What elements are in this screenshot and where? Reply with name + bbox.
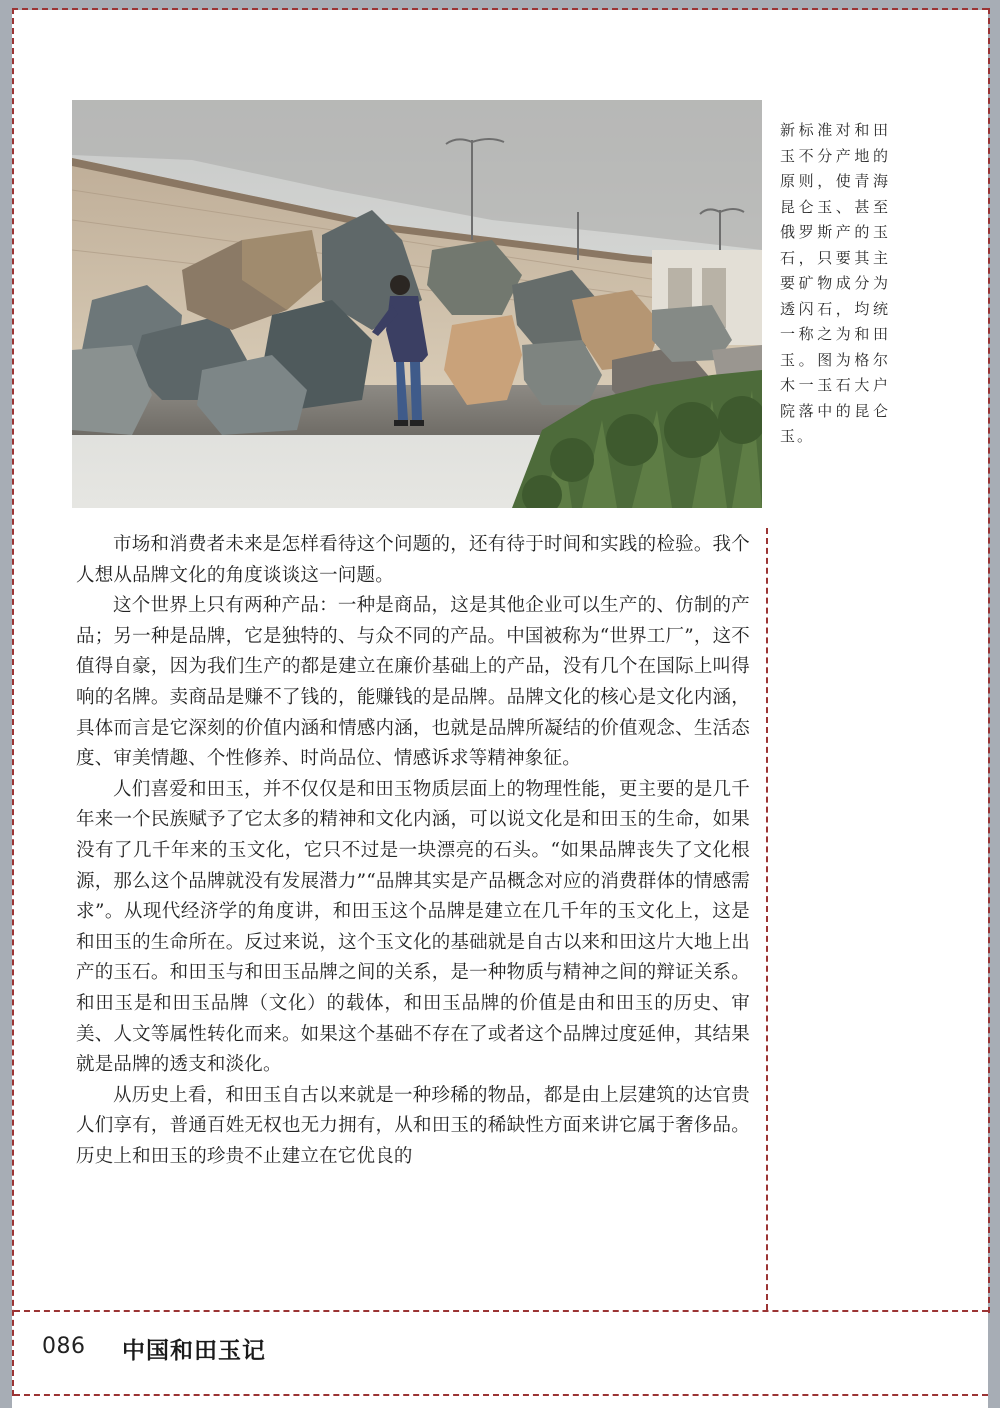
page-number: 086 — [42, 1334, 86, 1359]
page-frame-left — [0, 0, 12, 1408]
dashed-border-left — [12, 8, 14, 1396]
paragraph: 从历史上看，和田玉自古以来就是一种珍稀的物品，都是由上层建筑的达官贵人们享有，普通百姓无权也无力拥有，从和田玉的稀缺性方面来讲它属于奢侈品。历史上和田玉的珍贵不止建立在它优良的 — [76, 1084, 750, 1167]
paragraph: 市场和消费者未来是怎样看待这个问题的，还有待于时间和实践的检验。我个人想从品牌文化的角度谈谈这一问题。 — [76, 534, 750, 586]
dashed-footer-divider — [14, 1310, 988, 1312]
paragraph: 这个世界上只有两种产品：一种是商品，这是其他企业可以生产的、仿制的产品；另一种是品牌，它是独特的、与众不同的产品。中国被称为“世界工厂”，这不值得自豪，因为我们生产的都是建立在廉价基础上的产品，没有几个在国际上叫得响的名牌。卖商品是赚不了钱的，能赚钱的是品牌。品牌文化的核心是文化内涵，具体而言是它深刻的价值内涵和情感内涵，也就是品牌所凝结的价值观念、生活态度、审美情趣、个性修养、时尚品位、情感诉求等精神象征。 — [76, 595, 750, 770]
book-title: 中国和田玉记 — [122, 1337, 266, 1364]
dashed-column-divider — [766, 528, 768, 1310]
photo-caption: 新标准对和田玉不分产地的原则，使青海昆仑玉、甚至俄罗斯产的玉石，只要其主要矿物成分为透闪石，均统一称之为和田玉。图为格尔木一玉石大户院落中的昆仑玉。 — [780, 121, 890, 445]
dashed-border-bottom — [14, 1394, 988, 1396]
photo-jade-boulders — [72, 100, 762, 508]
article-body — [76, 530, 750, 1172]
dashed-border-right — [988, 8, 990, 1313]
paragraph: 人们喜爱和田玉，并不仅仅是和田玉物质层面上的物理性能，更主要的是几千年来一个民族赋予了它太多的精神和文化内涵，可以说文化是和田玉的生命，如果没有了几千年来的玉文化，它只不过是一块漂亮的石头。“如果品牌丧失了文化根源，那么这个品牌就没有发展潜力”“品牌其实是产品概念对应的消费群体的情感需求”。从现代经济学的角度讲，和田玉这个品牌是建立在几千年的玉文化上，这是和田玉的生命所在。反过来说，这个玉文化的基础就是自古以来和田这片大地上出产的玉石。和田玉与和田玉品牌之间的关系，是一种物质与精神之间的辩证关系。和田玉是和田玉品牌（文化）的载体，和田玉品牌的价值是由和田玉的历史、审美、人文等属性转化而来。如果这个基础不存在了或者这个品牌过度延伸，其结果就是品牌的透支和淡化。 — [76, 778, 750, 1076]
dashed-border-top — [12, 8, 988, 10]
